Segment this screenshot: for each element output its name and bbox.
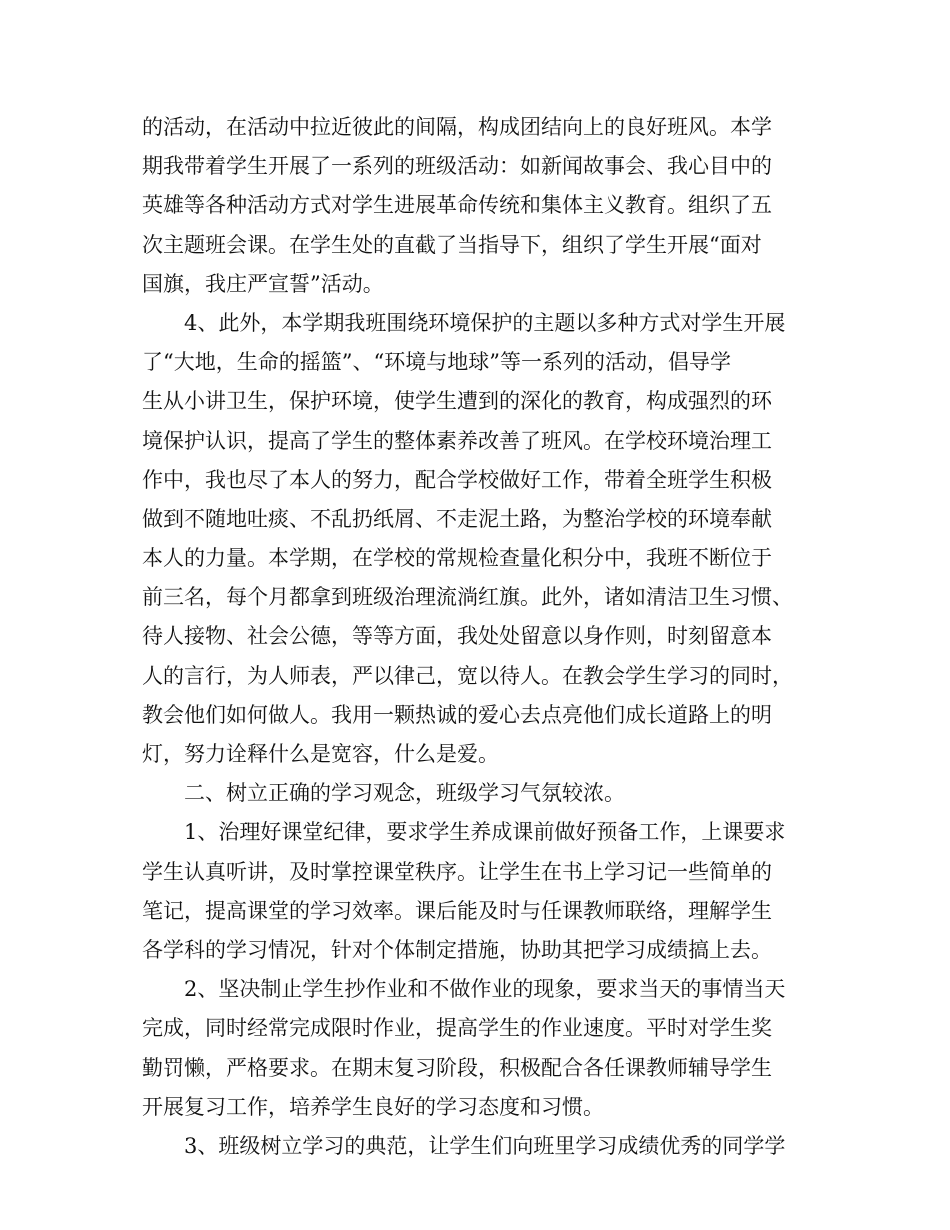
text-line: 2、坚决制止学生抄作业和不做作业的现象，要求当天的事情当天 — [184, 977, 786, 1002]
text-line: 次主题班会课。在学生处的直截了当指导下，组织了学生开展“面对 — [142, 232, 762, 257]
text-line: 的活动，在活动中拉近彼此的间隔，构成团结向上的良好班风。本学 — [142, 115, 772, 139]
text-line: 本人的力量。本学期，在学校的常规检查量化积分中，我班不断位于 — [142, 546, 772, 571]
text-line: 期我带着学生开展了一系列的班级活动：如新闻故事会、我心目中的 — [142, 154, 772, 179]
text-line: 了“大地，生命的摇篮”、“环境与地球”等一系列的活动，倡导学 — [142, 350, 731, 375]
document-body — [142, 108, 802, 1166]
text-line: 完成，同时经常完成限时作业，提高学生的作业速度。平时对学生奖 — [142, 1016, 772, 1041]
text-line: 作中，我也尽了本人的努力，配合学校做好工作，带着全班学生积极 — [142, 467, 772, 492]
text-line: 做到不随地吐痰、不乱扔纸屑、不走泥土路，为整治学校的环境奉献 — [142, 506, 772, 531]
text-line: 勤罚懒，严格要求。在期末复习阶段，积极配合各任课教师辅导学生 — [142, 1055, 772, 1080]
text-line: 开展复习工作，培养学生良好的学习态度和习惯。 — [142, 1094, 604, 1119]
text-line: 学生认真听讲，及时掌控课堂秩序。让学生在书上学习记一些简单的 — [142, 859, 772, 884]
text-line: 笔记，提高课堂的学习效率。课后能及时与任课教师联络，理解学生 — [142, 898, 772, 923]
text-line: 教会他们如何做人。我用一颗热诚的爱心去点亮他们成长道路上的明 — [142, 702, 772, 727]
text-line: 英雄等各种活动方式对学生进展革命传统和集体主义教育。组织了五 — [142, 193, 772, 218]
text-line: 4、此外，本学期我班围绕环境保护的主题以多种方式对学生开展 — [184, 310, 786, 335]
text-line: 生从小讲卫生，保护环境，使学生遭到的深化的教育，构成强烈的环 — [142, 389, 772, 414]
text-line: 人的言行，为人师表，严以律己，宽以待人。在教会学生学习的同时， — [142, 663, 793, 688]
text-line: 3、班级树立学习的典范，让学生们向班里学习成绩优秀的同学学 — [184, 1133, 786, 1158]
text-line: 境保护认识，提高了学生的整体素养改善了班风。在学校环境治理工 — [142, 428, 772, 453]
text-line: 1、治理好课堂纪律，要求学生养成课前做好预备工作，上课要求 — [184, 820, 786, 845]
text-line: 二、树立正确的学习观念，班级学习气氛较浓。 — [184, 781, 625, 806]
text-line: 国旗，我庄严宣誓”活动。 — [142, 271, 384, 296]
text-line: 待人接物、社会公德，等等方面，我处处留意以身作则，时刻留意本 — [142, 624, 772, 649]
text-line: 灯，努力诠释什么是宽容，什么是爱。 — [142, 742, 499, 766]
text-line: 前三名，每个月都拿到班级治理流淌红旗。此外，诸如清洁卫生习惯、 — [142, 585, 793, 610]
text-line: 各学科的学习情况，针对个体制定措施，协助其把学习成绩搞上去。 — [142, 937, 772, 962]
